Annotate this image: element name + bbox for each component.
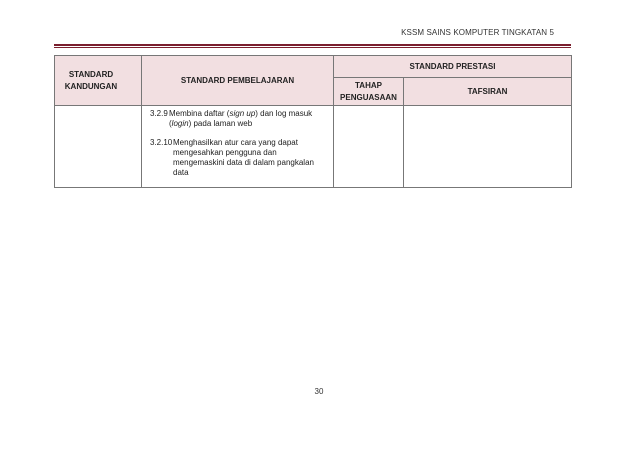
item-number: 3.2.9 <box>150 109 168 118</box>
learning-item-329 <box>150 109 327 129</box>
header-standard-pembelajaran: STANDARD PEMBELAJARAN <box>142 56 334 106</box>
item-text-continued: data <box>173 168 189 177</box>
header-tahap-penguasaan: TAHAP PENGUASAAN <box>334 78 404 106</box>
item-text-continued: (login) pada laman web <box>169 119 253 128</box>
cell-standard-kandungan <box>55 106 142 188</box>
cell-tahap-penguasaan <box>334 106 404 188</box>
item-text-continued: mengemaskini data di dalam pangkalan <box>173 158 314 167</box>
header-rule <box>54 44 571 46</box>
header-standard-prestasi: STANDARD PRESTASI <box>334 56 572 78</box>
header-tafsiran: TAFSIRAN <box>404 78 572 106</box>
learning-item-3210 <box>150 138 327 178</box>
item-number: 3.2.10 <box>150 138 173 147</box>
cell-standard-pembelajaran <box>142 106 334 188</box>
item-text: Membina daftar (sign up) dan log masuk <box>169 109 313 118</box>
item-text: Menghasilkan atur cara yang dapat <box>173 138 298 147</box>
page-number: 30 <box>314 387 324 396</box>
header-standard-kandungan: STANDARD KANDUNGAN <box>55 56 142 106</box>
header-rule-thin <box>54 47 571 48</box>
item-text-continued: mengesahkan pengguna dan <box>173 148 277 157</box>
cell-tafsiran <box>404 106 572 188</box>
page-header: KSSM SAINS KOMPUTER TINGKATAN 5 <box>401 28 554 37</box>
standards-table <box>54 55 572 188</box>
